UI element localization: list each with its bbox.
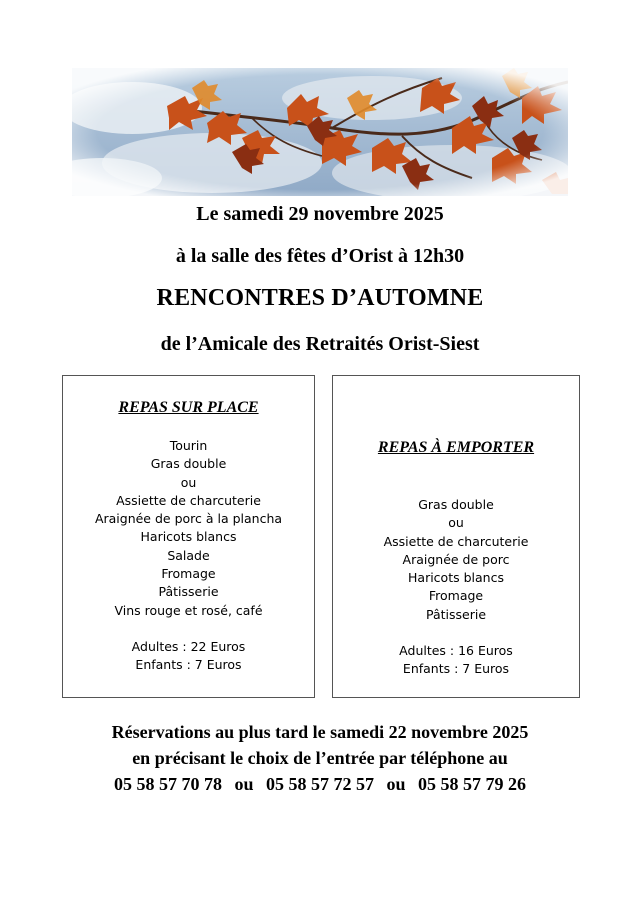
menu-item: Araignée de porc bbox=[402, 551, 510, 567]
phone-separator: ou bbox=[386, 774, 406, 794]
menu-item: Gras double bbox=[418, 497, 494, 512]
menu-item: ou bbox=[180, 474, 197, 490]
reservation-deadline: Réservations au plus tard le samedi 22 novembre 2025 bbox=[111, 722, 529, 742]
menu-on-site-prices bbox=[63, 638, 314, 675]
menu-on-site-box bbox=[62, 375, 315, 698]
menu-item: Haricots blancs bbox=[408, 570, 504, 586]
menu-item: Assiette de charcuterie bbox=[116, 492, 261, 508]
event-title: RENCONTRES D’AUTOMNE bbox=[156, 285, 484, 311]
menu-item: Tourin bbox=[169, 438, 208, 453]
menu-takeaway-title: REPAS À EMPORTER bbox=[377, 439, 535, 456]
event-organizer: de l’Amicale des Retraités Orist-Siest bbox=[160, 333, 480, 355]
autumn-leaves-image bbox=[72, 68, 568, 196]
autumn-leaves-banner bbox=[72, 68, 568, 196]
phone-separator: ou bbox=[234, 774, 254, 794]
price-children: Enfants : 7 Euros bbox=[402, 661, 510, 677]
menu-item: Fromage bbox=[428, 588, 484, 604]
menu-item: Pâtisserie bbox=[425, 606, 487, 622]
menu-item: Gras double bbox=[150, 456, 227, 472]
menu-item: Haricots blancs bbox=[140, 529, 237, 545]
menu-item: Fromage bbox=[161, 566, 216, 582]
menu-takeaway-prices bbox=[333, 642, 579, 679]
menu-on-site-items bbox=[63, 437, 314, 620]
menu-takeaway-box bbox=[332, 375, 580, 698]
price-adults: Adultes : 16 Euros bbox=[399, 643, 513, 658]
menu-item: ou bbox=[448, 515, 464, 531]
event-date: Le samedi 29 novembre 2025 bbox=[196, 203, 444, 225]
menu-item: Salade bbox=[167, 547, 210, 563]
phone-number-2[interactable]: 05 58 57 72 57 bbox=[266, 774, 374, 794]
event-place: à la salle des fêtes d’Orist à 12h30 bbox=[175, 245, 465, 267]
menu-takeaway-items bbox=[333, 496, 579, 624]
price-children: Enfants : 7 Euros bbox=[135, 657, 242, 673]
price-adults: Adultes : 22 Euros bbox=[131, 639, 246, 654]
phone-number-3[interactable]: 05 58 57 79 26 bbox=[418, 774, 527, 794]
menu-item: Vins rouge et rosé, café bbox=[114, 602, 263, 618]
reservation-instructions: en précisant le choix de l’entrée par téléphone au bbox=[132, 748, 508, 768]
phone-number-1[interactable]: 05 58 57 70 78 bbox=[113, 774, 222, 794]
reservation-phones bbox=[0, 774, 640, 795]
menu-on-site-title: REPAS SUR PLACE bbox=[118, 399, 259, 416]
menu-item: Araignée de porc à la plancha bbox=[94, 511, 283, 527]
menu-item: Pâtisserie bbox=[158, 584, 219, 600]
menu-item: Assiette de charcuterie bbox=[383, 533, 529, 549]
